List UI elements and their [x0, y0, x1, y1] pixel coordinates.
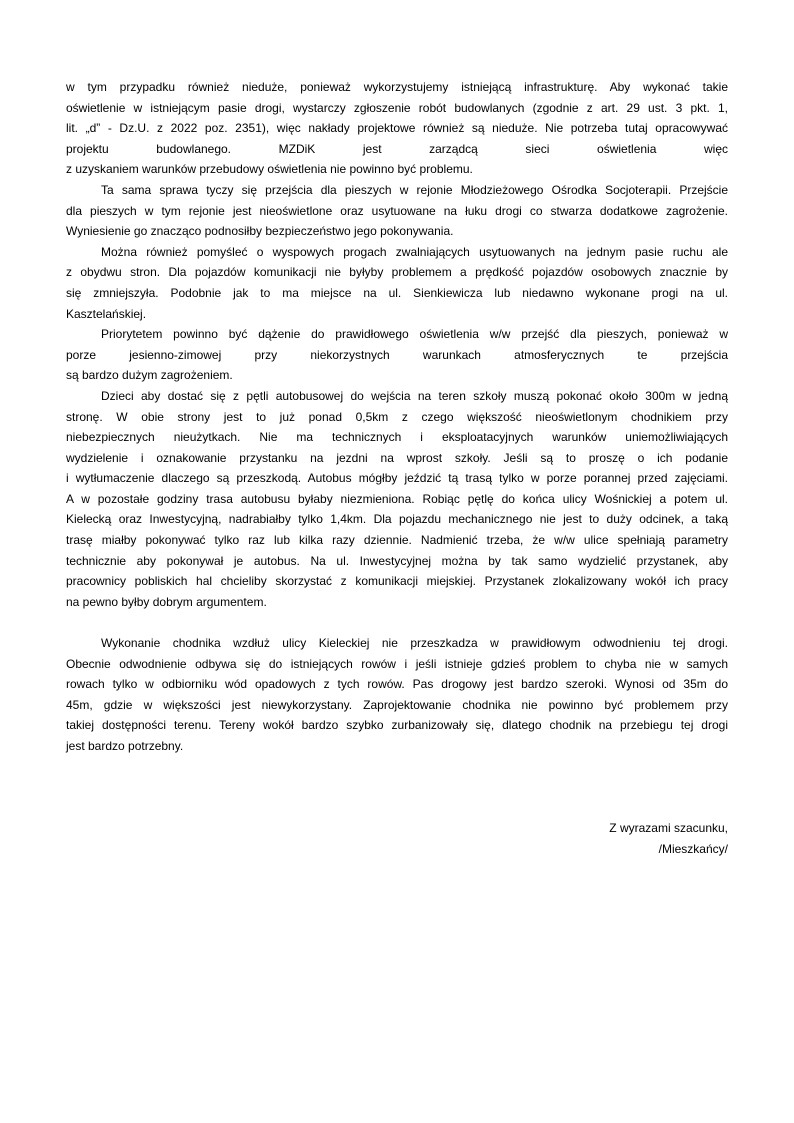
text-line: trasę miałby pokonywać tylko raz lub kilka razy dziennie. Nadmienić trzeba, że w/w ulice spełniają parametry [66, 533, 728, 548]
closing-salutation: Z wyrazami szacunku, [609, 821, 728, 836]
paragraph-5 [66, 386, 728, 613]
text-line: A w pozostałe godziny trasa autobusu byłaby niezmieniona. Robiąc pętlę do końca ulicy Wośnickiej a potem ul. [66, 491, 728, 506]
text-line: lit. „d” - Dz.U. z 2022 poz. 2351), więc nakłady projektowe również są nieduże. Nie potrzeba tutaj opracowywać [66, 121, 728, 136]
text-line: Kielecką oraz Inwestycyjną, nadrabiałby tylko 1,4km. Dla pojazdu mechanicznego nie jest to duży odcinek, a taką [66, 512, 728, 527]
signature-name: /Mieszkańcy/ [658, 841, 728, 856]
text-line: z uzyskaniem warunków przebudowy oświetlenia nie powinno być problemu. [66, 162, 473, 177]
text-line: w tym przypadku również nieduże, ponieważ wykorzystujemy istniejącą infrastrukturę. Aby wykonać takie [66, 80, 728, 94]
text-line: pracownicy pobliskich hal chcieliby skorzystać z komunikacji miejskiej. Przystanek zlokalizowany wokół ich pracy [66, 574, 728, 589]
paragraph-4 [66, 324, 728, 386]
text-line: na pewno byłby dobrym argumentem. [66, 594, 267, 609]
text-line: porze jesienno-zimowej przy niekorzystnych warunkach atmosferycznych te przejścia [66, 347, 728, 362]
text-line: projektu budowlanego. MZDiK jest zarządcą sieci oświetlenia więc [66, 141, 728, 156]
text-line: z obydwu stron. Dla pojazdów komunikacji nie byłyby problemem a prędkość pojazdów osobowych znacznie by [66, 265, 728, 280]
text-line: Wyniesienie go znacząco podnosiłby bezpieczeństwo jego pokonywania. [66, 224, 454, 239]
blank-line [66, 612, 728, 633]
text-line: dla pieszych w tym rejonie jest nieoświetlone oraz usytuowane na łuku drogi co stwarza dodatkowe zagrożenie. [66, 203, 728, 218]
blank-line [66, 757, 728, 778]
paragraph-2 [66, 180, 728, 242]
text-line: Ta sama sprawa tyczy się przejścia dla pieszych w rejonie Młodzieżowego Ośrodka Socjoterapii. Przejście [101, 182, 728, 197]
paragraph-6 [66, 633, 728, 757]
text-line: Wykonanie chodnika wzdłuż ulicy Kieleckiej nie przeszkadza w prawidłowym odwodnieniu tej drogi. [101, 636, 728, 651]
text-line: Obecnie odwodnienie odbywa się do istniejących rowów i jeśli istnieje gdzieś problem to chyba nie w samych [66, 656, 728, 671]
blank-line [66, 798, 728, 819]
text-line: stronę. W obie strony jest to już ponad 0,5km z czego większość nieoświetlonym chodnikiem przy [66, 409, 728, 424]
blank-line [66, 777, 728, 798]
text-line: technicznie aby pokonywał je autobus. Na ul. Inwestycyjnej można by tak samo wydzielić przystanek, aby [66, 553, 728, 568]
text-line: jest bardzo potrzebny. [66, 739, 184, 753]
text-line: Można również pomyśleć o wyspowych progach zwalniających usytuowanych na jednym pasie ruchu ale [101, 244, 728, 259]
text-line: Priorytetem powinno być dążenie do prawidłowego oświetlenia w/w przejść dla pieszych, ponieważ w [101, 327, 728, 342]
text-line: się zmniejszyła. Podobnie jak to ma miejsce na ul. Sienkiewicza lub niedawno wykonane progi na ul. [66, 285, 728, 300]
text-line: i wytłumaczenie dlaczego są przeszkodą. Autobus mógłby jeździć tą trasą tylko w porze porannej przed zajęciami. [66, 471, 728, 486]
text-line: Kasztelańskiej. [66, 306, 147, 321]
text-line: oświetlenie w istniejącym pasie drogi, wystarczy zgłoszenie robót budowlanych (zgodnie z art. 29 ust. 3 pkt. 1, [66, 100, 728, 115]
text-line: rowach tylko w odbiorniku wód opadowych z tych rowów. Pas drogowy jest bardzo szeroki. Wynosi od 35m do [66, 677, 728, 692]
paragraph-3 [66, 242, 728, 324]
text-line: Dzieci aby dostać się z pętli autobusowej do wejścia na teren szkoły muszą pokonać około 300m w jedną [101, 388, 728, 403]
text-line: 45m, gdzie w większości jest niewykorzystany. Zaprojektowanie chodnika nie powinno być problemem przy [66, 697, 728, 712]
text-line: niebezpiecznych nieużytkach. Nie ma technicznych i eksploatacyjnych warunków uniemożliwiających [66, 430, 728, 445]
letter-body [66, 77, 728, 757]
signature-block [66, 757, 728, 860]
text-line: wydzielenie i oznakowanie przystanku na jezdni na wprost szkoły. Jeśli są to proszę o ich podanie [66, 450, 728, 465]
text-line: są bardzo dużym zagrożeniem. [66, 368, 233, 383]
paragraph-1 [66, 77, 728, 180]
text-line: takiej dostępności terenu. Tereny wokół bardzo szybko zurbanizowały się, dlatego chodnik na przebiegu tej drogi [66, 718, 728, 733]
